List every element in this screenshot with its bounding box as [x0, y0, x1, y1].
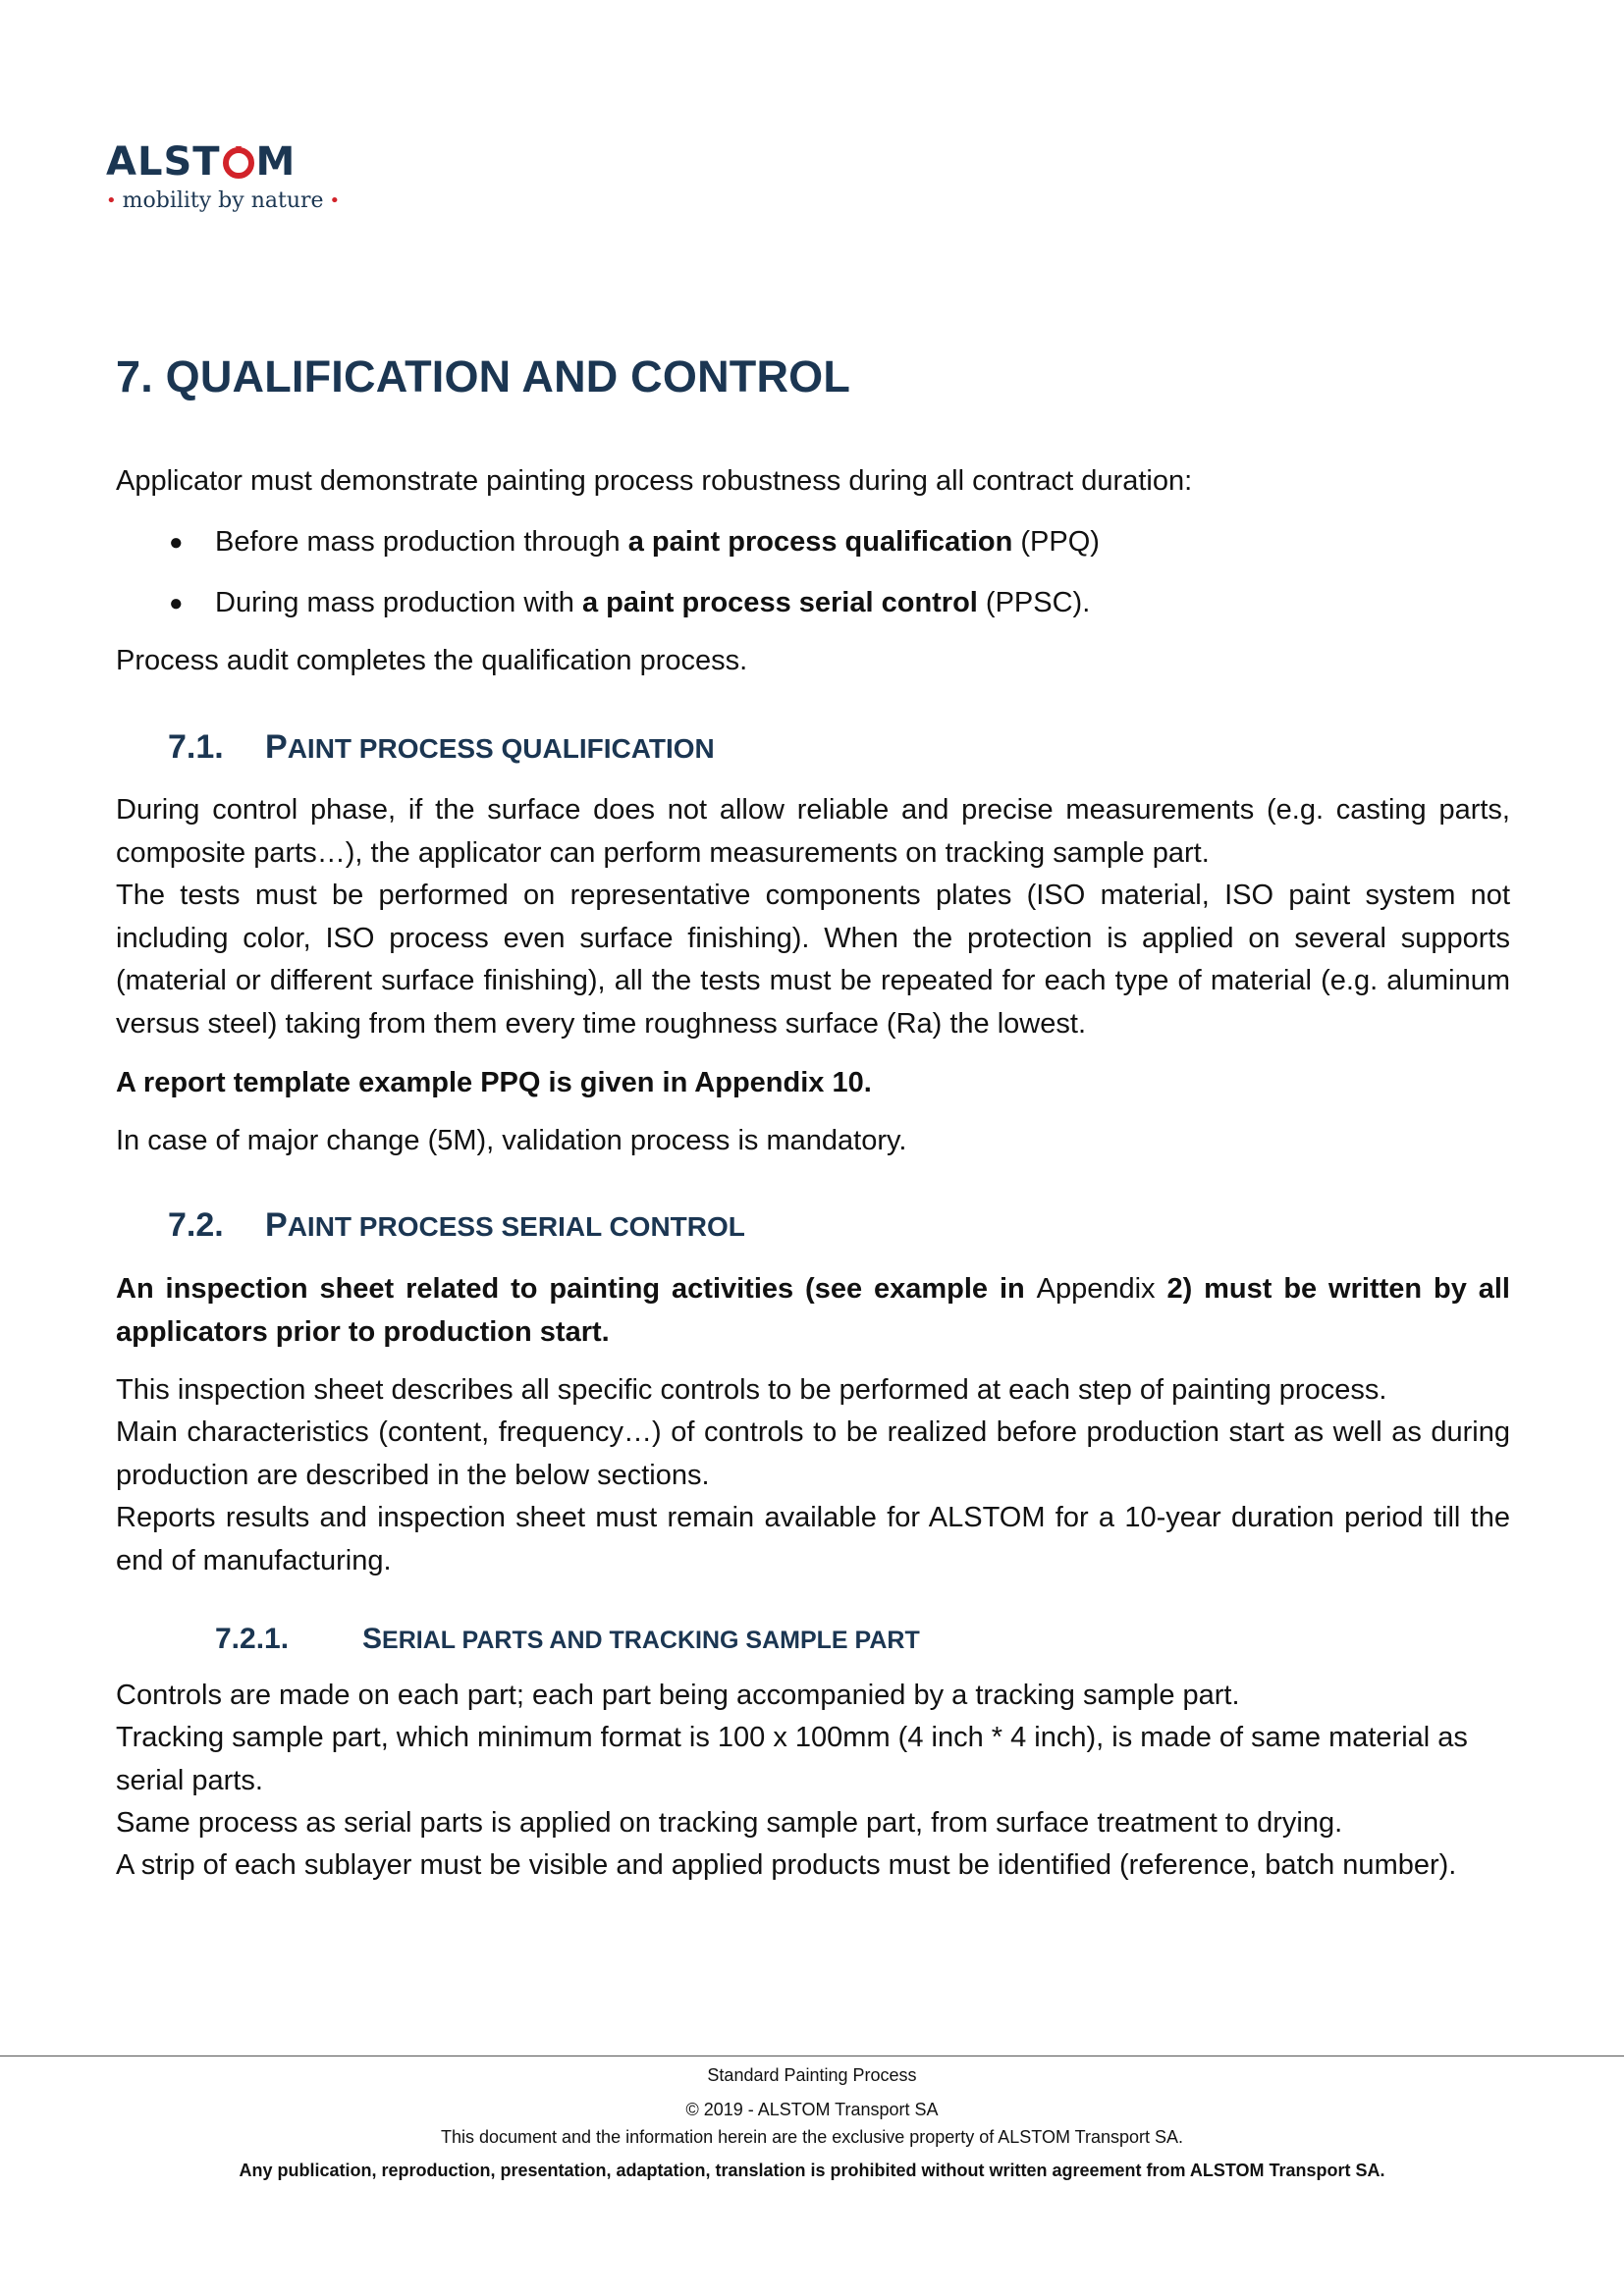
bullet-text-pre: During mass production with: [215, 587, 582, 618]
inspection-requirement: [116, 1268, 1510, 1354]
paragraph-tracking-sample: Tracking sample part, which minimum format is 100 x 100mm (4 inch * 4 inch), is made of same material as serial parts.: [116, 1722, 1468, 1796]
appendix-reference: Appendix: [1036, 1273, 1156, 1305]
inspection-text-bold-start: An inspection sheet related to painting activities (see example in: [116, 1273, 1037, 1305]
title-initial: P: [265, 728, 288, 766]
tagline-text: mobility by nature: [122, 188, 324, 213]
paragraph-tests: The tests must be performed on representative components plates (ISO material, ISO paint system not including color, ISO process even surface finishing). When the protection is applied on several supports (material or different surface finishing), all the tests must be repeated for each type of material (e.g. aluminum versus steel) taking from them every time roughness surface (Ra) the lowest.: [116, 880, 1510, 1040]
alstom-logo: [106, 139, 342, 220]
logo-wordmark-end: M: [255, 139, 297, 185]
logo-wordmark-start: ALST: [106, 139, 221, 185]
bullet-text-post: (PPSC).: [977, 587, 1091, 618]
subsection-721-heading: [215, 1618, 920, 1662]
logo-wordmark: [106, 139, 342, 185]
footer-doc-title: Standard Painting Process: [707, 2065, 917, 2085]
subsection-number: 7.1.: [168, 728, 224, 766]
paragraph-control-phase: During control phase, if the surface does not allow reliable and precise measurements (e.g. casting parts, composite parts…), the applicator can perform measurements on tracking sample part.: [116, 794, 1510, 869]
title-rest: AINT PROCESS QUALIFICATION: [287, 733, 715, 764]
subsection-title: [265, 723, 715, 773]
bullet-item-ppsc: [215, 582, 1090, 625]
footer-property-notice: This document and the information herein are the exclusive property of ALSTOM Transport SA.: [440, 2127, 1184, 2147]
bullet-icon: ●: [169, 590, 184, 616]
bullet-icon: ●: [169, 529, 184, 556]
paragraph-same-process: Same process as serial parts is applied on tracking sample part, from surface treatment to drying.: [116, 1807, 1343, 1839]
subsection-72-heading: [168, 1201, 745, 1251]
bullet-text-bold: a paint process serial control: [581, 587, 978, 618]
subsection-number: 7.2.: [168, 1206, 224, 1244]
paragraph-inspection-sheet: This inspection sheet describes all specific controls to be performed at each step of painting process.: [116, 1374, 1387, 1406]
subsection-title: [362, 1623, 920, 1655]
subsection-71-heading: [168, 723, 715, 773]
logo-tagline: [106, 188, 342, 213]
paragraph-reports: Reports results and inspection sheet must remain available for ALSTOM for a 10-year duration period till the end of manufacturing.: [116, 1502, 1510, 1576]
section-intro: Applicator must demonstrate painting process robustness during all contract duration:: [116, 465, 1193, 497]
bullet-text-pre: Before mass production through: [215, 526, 628, 558]
subsection-title: [265, 1201, 745, 1251]
bullet-text-bold: a paint process qualification: [627, 526, 1013, 558]
report-note: A report template example PPQ is given in Appendix 10.: [116, 1067, 872, 1098]
bullet-text-post: (PPQ): [1012, 526, 1100, 558]
paragraph-controls: Controls are made on each part; each part being accompanied by a tracking sample part.: [116, 1680, 1240, 1711]
paragraph-sublayer: A strip of each sublayer must be visible and applied products must be identified (reference, batch number).: [116, 1849, 1457, 1881]
title-rest: AINT PROCESS SERIAL CONTROL: [287, 1211, 745, 1242]
change-note: In case of major change (5M), validation process is mandatory.: [116, 1125, 907, 1156]
subsection-number: 7.2.1.: [215, 1623, 290, 1655]
tagline-dot-right-icon: •: [329, 190, 341, 211]
inspection-text-bold-end: 2) must be written by all applicators prior to production start.: [116, 1273, 1510, 1348]
section-closing: Process audit completes the qualification process.: [116, 645, 748, 676]
logo-ring-icon: [222, 146, 255, 180]
tagline-dot-left-icon: •: [106, 190, 117, 211]
bullet-item-ppq: [215, 521, 1100, 564]
footer-prohibition-notice: Any publication, reproduction, presentation, adaptation, translation is prohibited without written agreement from ALSTOM Transport SA.: [239, 2161, 1385, 2180]
paragraph-characteristics: Main characteristics (content, frequency…) of controls to be realized before production start as well as during production are described in the below sections.: [116, 1416, 1510, 1491]
title-initial: S: [362, 1623, 383, 1655]
footer-copyright: © 2019 - ALSTOM Transport SA: [685, 2100, 939, 2119]
title-initial: P: [265, 1206, 288, 1244]
title-rest: ERIAL PARTS AND TRACKING SAMPLE PART: [382, 1627, 920, 1654]
section-heading: 7. QUALIFICATION AND CONTROL: [116, 351, 851, 401]
